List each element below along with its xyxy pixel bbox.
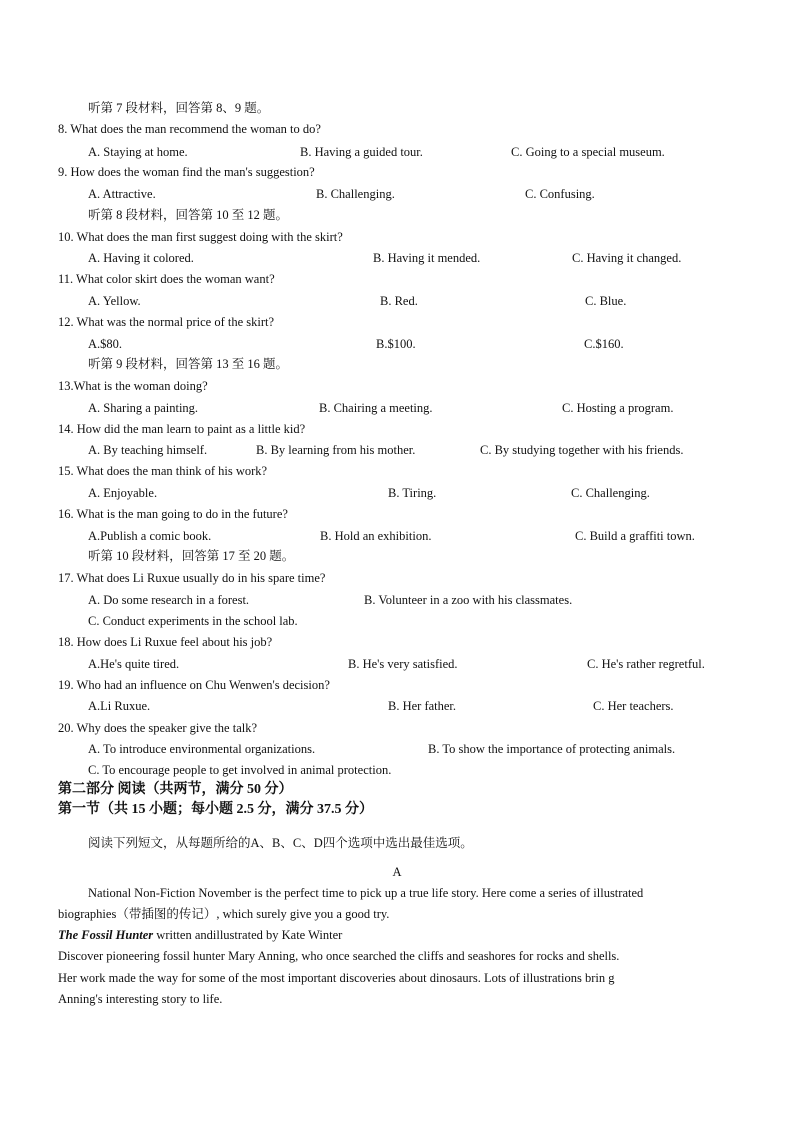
- passage-paragraph-2-line-2: Her work made the way for some of the most important discoveries about dinosaurs. Lots of illustrations brin g: [58, 971, 615, 985]
- section-10-header: 听第 10 段材料，回答第 17 至 20 题。: [88, 549, 295, 563]
- question-9-stem: 9. How does the woman find the man's suggestion?: [58, 165, 315, 179]
- question-11-option-c: C. Blue.: [585, 294, 627, 308]
- passage-paragraph-1-line-1: National Non-Fiction November is the perfect time to pick up a true life story. Here come a series of illustrated: [88, 886, 644, 900]
- question-14-option-c: C. By studying together with his friends.: [480, 443, 684, 457]
- question-9-option-a: A. Attractive.: [88, 187, 156, 201]
- question-13-option-b: B. Chairing a meeting.: [319, 401, 433, 415]
- question-13-stem: 13.What is the woman doing?: [58, 379, 208, 393]
- question-14-stem: 14. How did the man learn to paint as a little kid?: [58, 422, 306, 436]
- question-15-option-c: C. Challenging.: [571, 486, 650, 500]
- question-19-option-c: C. Her teachers.: [593, 699, 674, 713]
- question-16-option-a: A.Publish a comic book.: [88, 529, 212, 543]
- question-18-option-b: B. He's very satisfied.: [348, 657, 458, 671]
- question-20-option-a: A. To introduce environmental organizations.: [88, 742, 316, 756]
- question-10-stem: 10. What does the man first suggest doing with the skirt?: [58, 230, 343, 244]
- question-19-stem: 19. Who had an influence on Chu Wenwen's decision?: [58, 678, 330, 692]
- question-14-option-b: B. By learning from his mother.: [256, 443, 416, 457]
- question-14-option-a: A. By teaching himself.: [88, 443, 208, 457]
- question-20-stem: 20. Why does the speaker give the talk?: [58, 721, 258, 735]
- question-15-stem: 15. What does the man think of his work?: [58, 464, 268, 478]
- question-16-stem: 16. What is the man going to do in the future?: [58, 507, 288, 521]
- question-12-stem: 12. What was the normal price of the skirt?: [58, 315, 275, 329]
- question-16-option-b: B. Hold an exhibition.: [320, 529, 432, 543]
- question-19-option-b: B. Her father.: [388, 699, 457, 713]
- passage-label: A: [392, 865, 402, 879]
- question-18-stem: 18. How does Li Ruxue feel about his job?: [58, 635, 273, 649]
- question-10-option-c: C. Having it changed.: [572, 251, 682, 265]
- question-8-stem: 8. What does the man recommend the woman to do?: [58, 122, 321, 136]
- question-12-option-c: C.$160.: [584, 337, 624, 351]
- question-18-option-c: C. He's rather regretful.: [587, 657, 705, 671]
- question-16-option-c: C. Build a graffiti town.: [575, 529, 695, 543]
- section-8-header: 听第 8 段材料，回答第 10 至 12 题。: [88, 208, 289, 222]
- question-11-stem: 11. What color skirt does the woman want?: [58, 272, 275, 286]
- question-12-option-a: A.$80.: [88, 337, 123, 351]
- section-7-header: 听第 7 段材料，回答第 8、9 题。: [88, 101, 270, 115]
- book-byline: written andillustrated by Kate Winter: [153, 928, 343, 942]
- question-8-option-b: B. Having a guided tour.: [300, 145, 423, 159]
- question-11-option-b: B. Red.: [380, 294, 418, 308]
- question-17-option-c: C. Conduct experiments in the school lab.: [88, 614, 298, 628]
- question-17-stem: 17. What does Li Ruxue usually do in his spare time?: [58, 571, 326, 585]
- question-11-option-a: A. Yellow.: [88, 294, 141, 308]
- reading-section-title: 第一节（共 15 小题；每小题 2.5 分，满分 37.5 分）: [58, 802, 373, 817]
- passage-paragraph-1-line-2: biographies（带插图的传记）, which surely give you a good try.: [58, 907, 390, 921]
- question-9-option-b: B. Challenging.: [316, 187, 395, 201]
- question-17-option-b: B. Volunteer in a zoo with his classmates.: [364, 593, 573, 607]
- reading-instruction: 阅读下列短文，从每题所给的A、B、C、D四个选项中选出最佳选项。: [88, 836, 473, 850]
- question-15-option-b: B. Tiring.: [388, 486, 437, 500]
- question-19-option-a: A.Li Ruxue.: [88, 699, 151, 713]
- question-13-option-c: C. Hosting a program.: [562, 401, 674, 415]
- section-9-header: 听第 9 段材料，回答第 13 至 16 题。: [88, 357, 289, 371]
- question-8-option-a: A. Staying at home.: [88, 145, 188, 159]
- question-8-option-c: C. Going to a special museum.: [511, 145, 665, 159]
- question-9-option-c: C. Confusing.: [525, 187, 595, 201]
- question-20-option-c: C. To encourage people to get involved in animal protection.: [88, 763, 392, 777]
- question-18-option-a: A.He's quite tired.: [88, 657, 180, 671]
- reading-part-title: 第二部分 阅读（共两节，满分 50 分）: [58, 782, 293, 797]
- question-15-option-a: A. Enjoyable.: [88, 486, 158, 500]
- question-10-option-a: A. Having it colored.: [88, 251, 194, 265]
- book-title: The Fossil Hunter: [58, 928, 154, 942]
- passage-paragraph-2-line-1: Discover pioneering fossil hunter Mary Anning, who once searched the cliffs and seashores for rocks and shells.: [58, 949, 620, 963]
- question-20-option-b: B. To show the importance of protecting animals.: [428, 742, 676, 756]
- question-13-option-a: A. Sharing a painting.: [88, 401, 199, 415]
- question-17-option-a: A. Do some research in a forest.: [88, 593, 250, 607]
- book-heading: [58, 927, 342, 943]
- question-12-option-b: B.$100.: [376, 337, 416, 351]
- passage-paragraph-2-line-3: Anning's interesting story to life.: [58, 992, 223, 1006]
- question-10-option-b: B. Having it mended.: [373, 251, 481, 265]
